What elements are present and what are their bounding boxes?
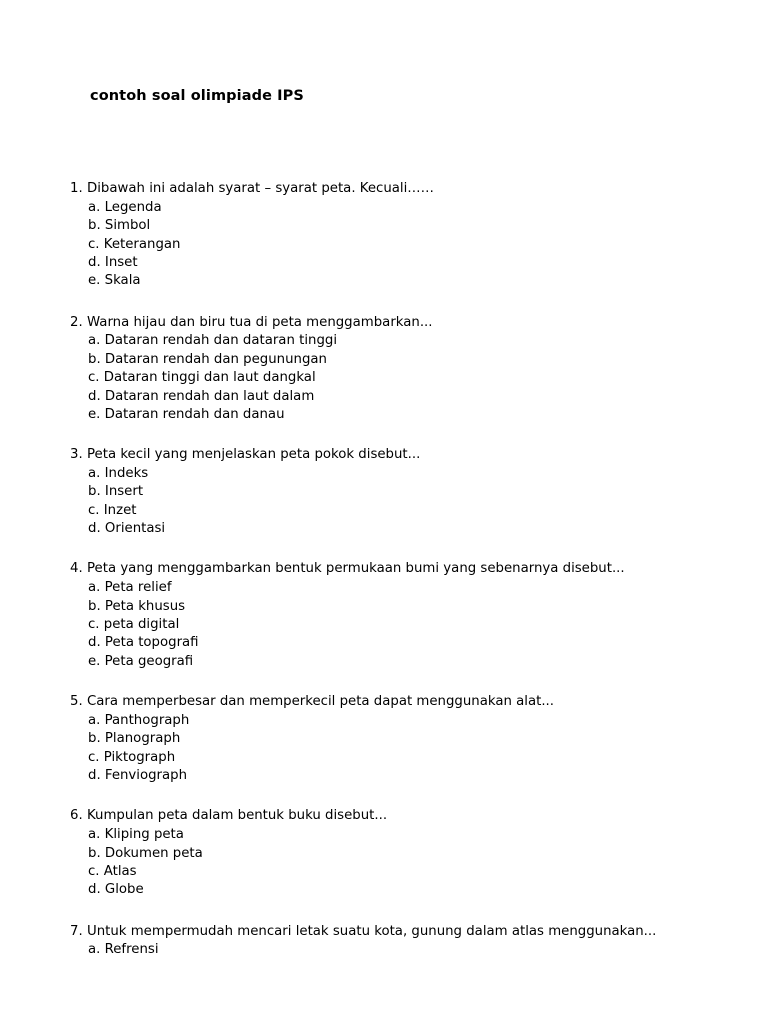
question-text: [70, 180, 710, 199]
question-text: [70, 923, 710, 942]
question-number: 5.: [70, 694, 83, 710]
question-body: Peta yang menggambarkan bentuk permukaan bumi yang sebenarnya disebut...: [87, 561, 625, 577]
option-item: a. Panthograph: [88, 712, 190, 728]
question-number: 3.: [70, 447, 83, 463]
option-item: c. Keterangan: [88, 236, 181, 252]
question-item: [70, 693, 710, 785]
option-list: [70, 465, 710, 538]
question-text: [70, 560, 710, 579]
option-item: d. Fenviograph: [88, 767, 188, 783]
option-item: e. Skala: [88, 273, 141, 289]
option-item: b. Dataran rendah dan pegunungan: [88, 351, 327, 367]
option-list: [70, 941, 710, 959]
question-item: [70, 180, 710, 291]
option-item: a. Legenda: [88, 199, 162, 215]
question-item: [70, 314, 710, 425]
question-body: Kumpulan peta dalam bentuk buku disebut...: [87, 808, 388, 824]
option-item: b. Insert: [88, 484, 144, 500]
option-item: b. Dokumen peta: [88, 845, 203, 861]
option-item: a. Peta relief: [88, 580, 172, 596]
option-item: a. Indeks: [88, 466, 149, 482]
question-item: [70, 807, 710, 899]
question-text: [70, 807, 710, 826]
option-list: [70, 579, 710, 671]
question-body: Warna hijau dan biru tua di peta menggambarkan...: [87, 314, 433, 330]
option-item: c. Piktograph: [88, 749, 176, 765]
question-item: [70, 560, 710, 671]
option-item: c. Atlas: [88, 863, 137, 879]
question-body: Dibawah ini adalah syarat – syarat peta. Kecuali……: [87, 181, 434, 196]
option-list: [70, 712, 710, 785]
option-item: b. Peta khusus: [88, 598, 186, 614]
option-item: a. Kliping peta: [88, 827, 184, 843]
question-number: 2.: [70, 314, 83, 330]
option-item: d. Globe: [88, 882, 144, 898]
question-number: 4.: [70, 561, 83, 577]
option-item: a. Dataran rendah dan dataran tinggi: [88, 333, 338, 349]
question-item: [70, 446, 710, 538]
option-item: d. Inset: [88, 254, 138, 270]
question-item: [70, 923, 710, 960]
option-item: d. Dataran rendah dan laut dalam: [88, 388, 315, 404]
option-item: b. Simbol: [88, 218, 151, 234]
option-item: e. Peta geografi: [88, 653, 194, 669]
option-item: c. Dataran tinggi dan laut dangkal: [88, 370, 316, 386]
option-item: c. peta digital: [88, 617, 180, 632]
question-number: 1.: [70, 181, 83, 196]
question-list: [70, 180, 710, 978]
option-item: d. Peta topografi: [88, 635, 199, 651]
question-body: Cara memperbesar dan memperkecil peta dapat menggunakan alat...: [87, 694, 555, 710]
question-text: [70, 693, 710, 712]
option-list: [70, 826, 710, 899]
question-number: 6.: [70, 808, 83, 824]
option-item: e. Dataran rendah dan danau: [88, 406, 285, 422]
option-item: c. Inzet: [88, 502, 137, 518]
option-list: [70, 332, 710, 424]
option-item: a. Refrensi: [88, 942, 159, 958]
option-item: b. Planograph: [88, 731, 181, 747]
question-text: [70, 446, 710, 465]
question-body: Peta kecil yang menjelaskan peta pokok disebut...: [87, 447, 421, 463]
option-item: d. Orientasi: [88, 521, 166, 537]
question-body: Untuk mempermudah mencari letak suatu kota, gunung dalam atlas menggunakan...: [87, 923, 657, 939]
option-list: [70, 199, 710, 291]
question-text: [70, 314, 710, 333]
page-title: contoh soal olimpiade IPS: [90, 88, 304, 104]
question-number: 7.: [70, 923, 83, 939]
